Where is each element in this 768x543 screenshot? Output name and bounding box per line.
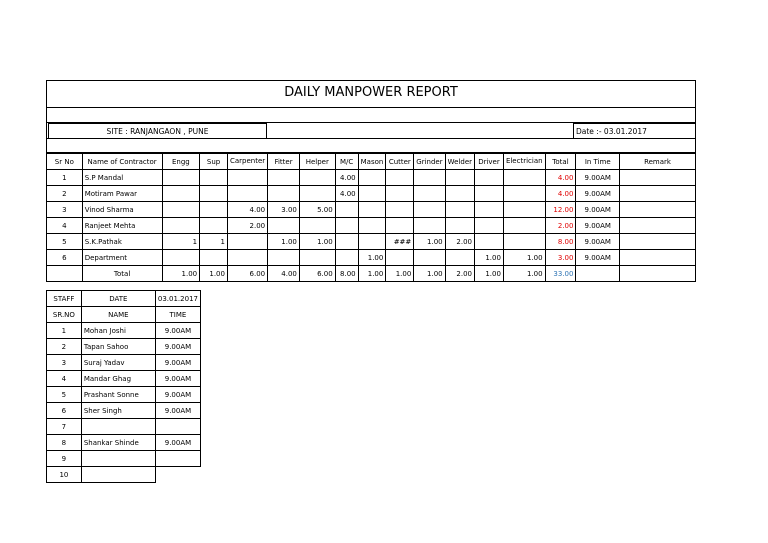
table-row: [47, 186, 696, 202]
cell-driver: 1.00: [475, 250, 504, 266]
cell-cutter: [386, 170, 414, 186]
cell-sr: 1: [47, 170, 83, 186]
staff-row: [47, 323, 201, 339]
cell-cutter: [386, 186, 414, 202]
staff-cell-time: [155, 419, 200, 435]
table-header-row: [47, 154, 696, 170]
staff-row: [47, 387, 201, 403]
cell-driver: [475, 218, 504, 234]
staff-date: 03.01.2017: [155, 291, 200, 307]
staff-cell-sr: 4: [47, 371, 82, 387]
staff-date-label: DATE: [81, 291, 155, 307]
col-header: Driver: [475, 154, 504, 170]
cell-fitter: [268, 186, 300, 202]
cell-mason: [358, 202, 386, 218]
cell-electrician: 1.00: [503, 250, 545, 266]
col-header: Grinder: [414, 154, 445, 170]
total-sup: 1.00: [200, 266, 228, 282]
cell-name: Department: [82, 250, 162, 266]
cell-carpenter: 4.00: [227, 202, 267, 218]
manpower-table: [46, 153, 696, 282]
cell-helper: [299, 170, 335, 186]
cell-sup: [200, 186, 228, 202]
cell-mason: [358, 186, 386, 202]
staff-cell-name: [81, 451, 155, 467]
col-header: Name of Contractor: [82, 154, 162, 170]
total-engg: 1.00: [162, 266, 200, 282]
total-carpenter: 6.00: [227, 266, 267, 282]
cell-grinder: [414, 250, 445, 266]
col-header: M/C: [335, 154, 358, 170]
staff-cell-sr: 6: [47, 403, 82, 419]
col-header: Sr No: [47, 154, 83, 170]
total-driver: 1.00: [475, 266, 504, 282]
cell-remark: [620, 170, 696, 186]
table-row: [47, 218, 696, 234]
col-header: Engg: [162, 154, 200, 170]
staff-row: [47, 371, 201, 387]
staff-col-header-row: [47, 307, 201, 323]
cell-engg: [162, 170, 200, 186]
staff-row: [47, 435, 201, 451]
cell-fitter: 3.00: [268, 202, 300, 218]
table-row: [47, 234, 696, 250]
cell-in-time: 9.00AM: [576, 170, 620, 186]
total-label: Total: [82, 266, 162, 282]
cell-electrician: [503, 170, 545, 186]
cell-carpenter: [227, 250, 267, 266]
cell-carpenter: [227, 186, 267, 202]
cell-remark: [620, 250, 696, 266]
cell-remark: [620, 218, 696, 234]
cell-remark: [620, 186, 696, 202]
cell-helper: [299, 250, 335, 266]
staff-cell-name: Prashant Sonne: [81, 387, 155, 403]
cell-cutter: [386, 202, 414, 218]
cell-helper: [299, 218, 335, 234]
staff-cell-name: Mandar Ghag: [81, 371, 155, 387]
staff-cell-time: 9.00AM: [155, 403, 200, 419]
total-welder: 2.00: [445, 266, 474, 282]
cell-mc: [335, 250, 358, 266]
staff-row: [47, 419, 201, 435]
cell-remark: [620, 202, 696, 218]
cell-name: S.P Mandal: [82, 170, 162, 186]
cell-total: 12.00: [545, 202, 576, 218]
report-spacer-frame: [46, 107, 696, 123]
cell-engg: [162, 250, 200, 266]
staff-cell-time: 9.00AM: [155, 387, 200, 403]
cell-welder: [445, 186, 474, 202]
staff-cell-name: [81, 467, 155, 483]
cell-remark: [620, 234, 696, 250]
cell-welder: [445, 218, 474, 234]
cell-total: 8.00: [545, 234, 576, 250]
total-empty-cell: [620, 266, 696, 282]
cell-sr: 6: [47, 250, 83, 266]
cell-fitter: [268, 250, 300, 266]
total-row: [47, 266, 696, 282]
staff-row: [47, 451, 201, 467]
cell-name: Ranjeet Mehta: [82, 218, 162, 234]
staff-cell-name: Sher Singh: [81, 403, 155, 419]
cell-mc: [335, 234, 358, 250]
staff-cell-time: [155, 467, 200, 483]
cell-sr: 2: [47, 186, 83, 202]
cell-in-time: 9.00AM: [576, 218, 620, 234]
cell-helper: 1.00: [299, 234, 335, 250]
total-empty-cell: [47, 266, 83, 282]
cell-engg: [162, 218, 200, 234]
staff-cell-sr: 5: [47, 387, 82, 403]
cell-grinder: [414, 186, 445, 202]
date-label: [573, 123, 696, 139]
cell-sup: 1: [200, 234, 228, 250]
total-fitter: 4.00: [268, 266, 300, 282]
cell-sr: 4: [47, 218, 83, 234]
col-header: Cutter: [386, 154, 414, 170]
cell-helper: [299, 186, 335, 202]
staff-cell-sr: 8: [47, 435, 82, 451]
cell-in-time: 9.00AM: [576, 186, 620, 202]
cell-engg: [162, 202, 200, 218]
cell-total: 4.00: [545, 186, 576, 202]
cell-driver: [475, 234, 504, 250]
cell-welder: [445, 202, 474, 218]
cell-electrician: [503, 186, 545, 202]
staff-cell-time: 9.00AM: [155, 435, 200, 451]
staff-label: STAFF: [47, 291, 82, 307]
total-helper: 6.00: [299, 266, 335, 282]
col-header: Total: [545, 154, 576, 170]
staff-cell-sr: 10: [47, 467, 82, 483]
site-label: [48, 123, 267, 139]
cell-welder: [445, 170, 474, 186]
cell-name: Motiram Pawar: [82, 186, 162, 202]
cell-grinder: [414, 202, 445, 218]
cell-grinder: [414, 218, 445, 234]
col-header: Electrician: [503, 154, 545, 170]
staff-cell-name: [81, 419, 155, 435]
total-grinder: 1.00: [414, 266, 445, 282]
cell-fitter: 1.00: [268, 234, 300, 250]
cell-fitter: [268, 218, 300, 234]
staff-cell-sr: 1: [47, 323, 82, 339]
cell-mc: 4.00: [335, 170, 358, 186]
col-header: Sup: [200, 154, 228, 170]
total-empty-cell: [576, 266, 620, 282]
total-cutter: 1.00: [386, 266, 414, 282]
col-header: Welder: [445, 154, 474, 170]
total-electrician: 1.00: [503, 266, 545, 282]
cell-sr: 3: [47, 202, 83, 218]
cell-cutter: [386, 218, 414, 234]
staff-cell-sr: 3: [47, 355, 82, 371]
cell-helper: 5.00: [299, 202, 335, 218]
staff-cell-name: Suraj Yadav: [81, 355, 155, 371]
cell-total: 3.00: [545, 250, 576, 266]
cell-electrician: [503, 234, 545, 250]
table-row: [47, 170, 696, 186]
cell-grinder: 1.00: [414, 234, 445, 250]
cell-fitter: [268, 170, 300, 186]
cell-cutter: ###: [386, 234, 414, 250]
cell-mc: 4.00: [335, 186, 358, 202]
table-row: [47, 250, 696, 266]
cell-mason: 1.00: [358, 250, 386, 266]
cell-mason: [358, 170, 386, 186]
staff-cell-sr: 9: [47, 451, 82, 467]
staff-cell-sr: 7: [47, 419, 82, 435]
staff-header-row: [47, 291, 201, 307]
cell-carpenter: 2.00: [227, 218, 267, 234]
cell-sup: [200, 170, 228, 186]
staff-cell-time: [155, 451, 200, 467]
cell-electrician: [503, 218, 545, 234]
cell-carpenter: [227, 170, 267, 186]
cell-sup: [200, 202, 228, 218]
cell-grinder: [414, 170, 445, 186]
spacer-row-frame: [46, 138, 696, 153]
cell-cutter: [386, 250, 414, 266]
cell-total: 4.00: [545, 170, 576, 186]
staff-table: [46, 290, 201, 483]
cell-sup: [200, 250, 228, 266]
col-header: Remark: [620, 154, 696, 170]
grand-total: 33.00: [545, 266, 576, 282]
cell-electrician: [503, 202, 545, 218]
cell-sup: [200, 218, 228, 234]
col-header: Helper: [299, 154, 335, 170]
total-mc: 8.00: [335, 266, 358, 282]
cell-engg: [162, 186, 200, 202]
cell-in-time: 9.00AM: [576, 234, 620, 250]
staff-row: [47, 403, 201, 419]
cell-name: S.K.Pathak: [82, 234, 162, 250]
cell-in-time: 9.00AM: [576, 250, 620, 266]
cell-mc: [335, 218, 358, 234]
col-header: In Time: [576, 154, 620, 170]
cell-driver: [475, 186, 504, 202]
report-title-frame: [46, 80, 696, 108]
staff-col-header: SR.NO: [47, 307, 82, 323]
cell-name: Vinod Sharma: [82, 202, 162, 218]
staff-row: [47, 355, 201, 371]
staff-col-header: TIME: [155, 307, 200, 323]
cell-total: 2.00: [545, 218, 576, 234]
date-text: Date :- 03.01.2017: [576, 127, 647, 136]
col-header: Mason: [358, 154, 386, 170]
staff-cell-time: 9.00AM: [155, 371, 200, 387]
report-title: DAILY MANPOWER REPORT: [284, 85, 458, 100]
cell-carpenter: [227, 234, 267, 250]
col-header: Fitter: [268, 154, 300, 170]
table-row: [47, 202, 696, 218]
staff-row: [47, 339, 201, 355]
staff-cell-name: Mohan Joshi: [81, 323, 155, 339]
staff-col-header: NAME: [81, 307, 155, 323]
cell-driver: [475, 202, 504, 218]
cell-mc: [335, 202, 358, 218]
staff-row: [47, 467, 201, 483]
total-mason: 1.00: [358, 266, 386, 282]
cell-mason: [358, 234, 386, 250]
staff-cell-time: 9.00AM: [155, 355, 200, 371]
staff-cell-time: 9.00AM: [155, 339, 200, 355]
col-header: Carpenter: [227, 154, 267, 170]
cell-engg: 1: [162, 234, 200, 250]
cell-sr: 5: [47, 234, 83, 250]
cell-mason: [358, 218, 386, 234]
staff-cell-name: Tapan Sahoo: [81, 339, 155, 355]
cell-welder: [445, 250, 474, 266]
cell-in-time: 9.00AM: [576, 202, 620, 218]
cell-welder: 2.00: [445, 234, 474, 250]
cell-driver: [475, 170, 504, 186]
staff-cell-name: Shankar Shinde: [81, 435, 155, 451]
site-text: SITE : RANJANGAON , PUNE: [106, 127, 209, 136]
staff-cell-sr: 2: [47, 339, 82, 355]
staff-cell-time: 9.00AM: [155, 323, 200, 339]
